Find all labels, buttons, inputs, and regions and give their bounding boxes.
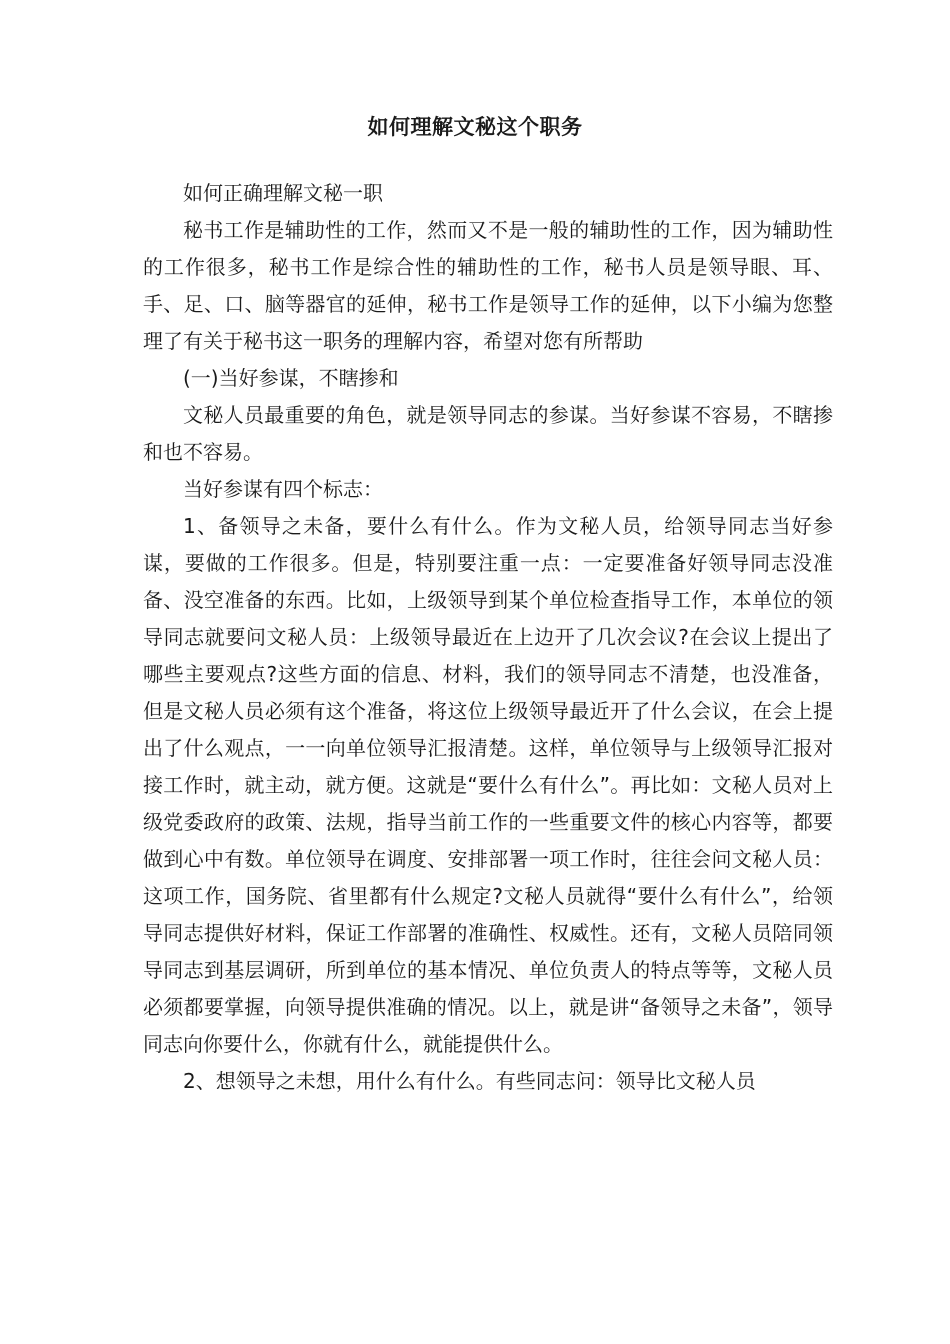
paragraph: 文秘人员最重要的角色，就是领导同志的参谋。当好参谋不容易，不瞎掺和也不容易。 [143, 403, 833, 464]
paragraph: 秘书工作是辅助性的工作，然而又不是一般的辅助性的工作，因为辅助性的工作很多，秘书工作是综合性的辅助性的工作，秘书人员是领导眼、耳、手、足、口、脑等器官的延伸，秘书工作是领导工作的延伸，以下小编为您整理了有关于秘书这一职务的理解内容，希望对您有所帮助 [143, 218, 833, 353]
document-body [143, 175, 833, 1100]
paragraph: 如何正确理解文秘一职 [183, 181, 383, 205]
paragraph: 2、想领导之未想，用什么有什么。有些同志问：领导比文秘人员 [183, 1069, 756, 1093]
paragraph: (一)当好参谋，不瞎掺和 [183, 366, 399, 390]
paragraph: 当好参谋有四个标志： [183, 477, 383, 501]
paragraph: 1、备领导之未备，要什么有什么。作为文秘人员，给领导同志当好参谋，要做的工作很多。但是，特别要注重一点：一定要准备好领导同志没准备、没空准备的东西。比如，上级领导到某个单位检查指导工作，本单位的领导同志就要问文秘人员：上级领导最近在上边开了几次会议?在会议上提出了哪些主要观点?这些方面的信息、材料，我们的领导同志不清楚，也没准备，但是文秘人员必须有这个准备，将这位上级领导最近开了什么会议，在会上提出了什么观点，一一向单位领导汇报清楚。这样，单位领导与上级领导汇报对接工作时，就主动，就方便。这就是“要什么有什么”。再比如：文秘人员对上级党委政府的政策、法规，指导当前工作的一些重要文件的核心内容等，都要做到心中有数。单位领导在调度、安排部署一项工作时，往往会问文秘人员：这项工作，国务院、省里都有什么规定?文秘人员就得“要什么有什么”，给领导同志提供好材料，保证工作部署的准确性、权威性。还有，文秘人员陪同领导同志到基层调研，所到单位的基本情况、单位负责人的特点等等，文秘人员必须都要掌握，向领导提供准确的情况。以上，就是讲“备领导之未备”，领导同志向你要什么，你就有什么，就能提供什么。 [143, 514, 833, 1056]
document-title: 如何理解文秘这个职务 [367, 115, 583, 139]
